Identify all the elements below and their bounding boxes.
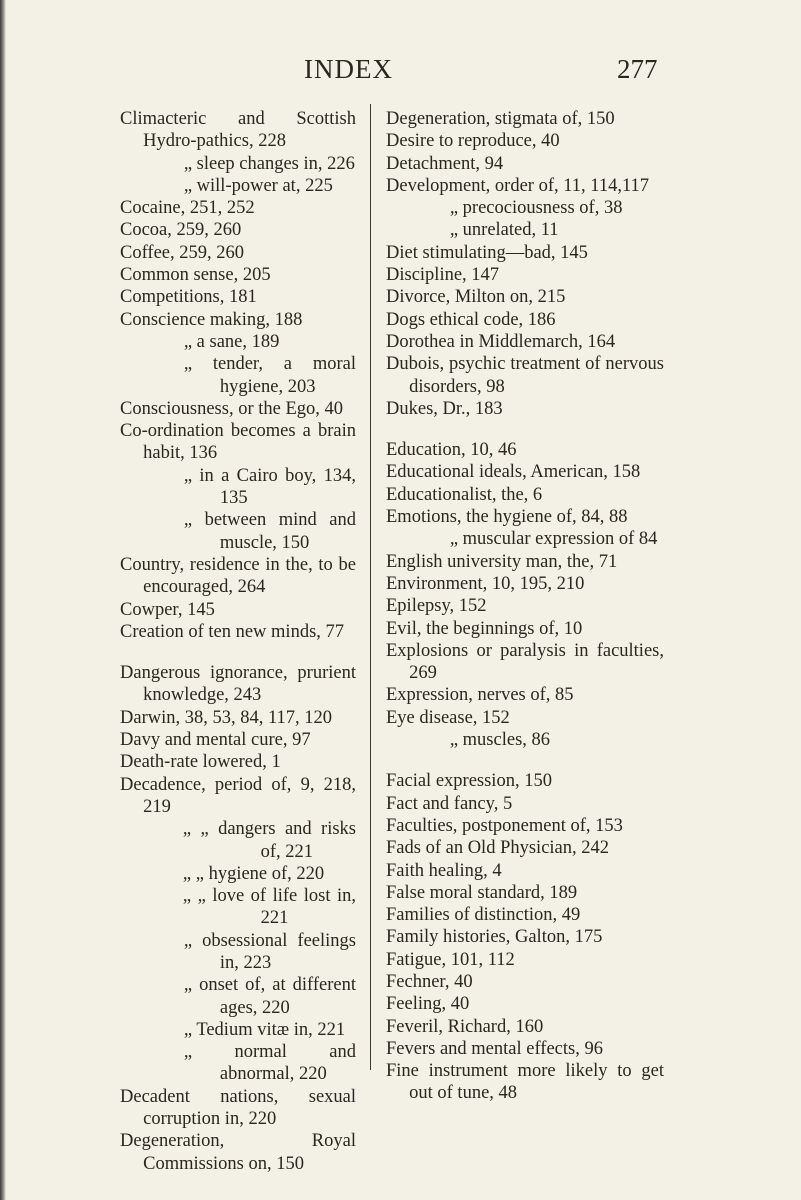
index-entry: Creation of ten new minds, 77 <box>120 621 345 642</box>
index-entry: Dangerous ignorance, prurient knowledge, 243 <box>120 663 356 706</box>
page-title: INDEX <box>304 54 393 84</box>
index-entry: Educational ideals, American, 158 <box>386 462 641 483</box>
index-entry: Dorothea in Middlemarch, 164 <box>386 331 616 352</box>
index-entry: Country, residence in the, to be encouraged, 264 <box>120 554 356 598</box>
index-entry: Coffee, 259, 260 <box>120 242 244 263</box>
index-entry: Dogs ethical code, 186 <box>386 309 556 330</box>
index-subentry: „ a sane, 189 <box>183 331 280 352</box>
index-entry: Cocaine, 251, 252 <box>120 198 255 219</box>
index-entry: Environment, 10, 195, 210 <box>386 573 585 594</box>
index-entry: Eye disease, 152 <box>386 707 510 728</box>
index-entry: Fevers and mental effects, 96 <box>386 1038 603 1059</box>
index-subentry: „ normal and abnormal, 220 <box>183 1042 356 1085</box>
index-subentry: „ „ dangers and risks of, 221 <box>182 819 356 862</box>
index-entry: Diet stimulating—bad, 145 <box>386 242 588 263</box>
index-subentry: „ onset of, at different ages, 220 <box>183 975 356 1018</box>
index-entry: Decadence, period of, 9, 218, 219 <box>120 774 356 817</box>
index-entry: Faith healing, 4 <box>386 860 502 881</box>
index-entry: Emotions, the hygiene of, 84, 88 <box>386 507 628 528</box>
index-entry: Fact and fancy, 5 <box>386 793 513 814</box>
index-entry: Death-rate lowered, 1 <box>120 752 281 773</box>
index-entry: Cowper, 145 <box>120 599 215 620</box>
index-entry: Climacteric and Scottish Hydro-pathics, 228 <box>120 109 356 152</box>
index-entry: Fechner, 40 <box>386 971 473 992</box>
index-subentry: „ precociousness of, 38 <box>449 198 623 219</box>
index-column-right <box>386 108 664 1105</box>
index-entry: Dubois, psychic treatment of nervous disorders, 98 <box>386 354 664 397</box>
page-number: 277 <box>617 54 658 84</box>
index-entry: Discipline, 147 <box>386 265 500 286</box>
index-entry: Fads of an Old Physician, 242 <box>386 838 610 859</box>
index-entry: Fatigue, 101, 112 <box>386 949 515 970</box>
index-entry: Competitions, 181 <box>120 287 257 308</box>
index-entry: Decadent nations, sexual corruption in, 220 <box>120 1086 356 1130</box>
index-subentry: „ „ hygiene of, 220 <box>182 863 325 884</box>
column-divider <box>370 104 371 1070</box>
index-entry: Families of distinction, 49 <box>386 905 581 926</box>
index-entry: Education, 10, 46 <box>386 440 517 461</box>
index-entry: Explosions or paralysis in faculties, 269 <box>386 640 664 684</box>
page-header <box>0 54 801 94</box>
index-subentry: „ in a Cairo boy, 134, 135 <box>183 465 356 509</box>
index-entry: English university man, the, 71 <box>386 551 618 572</box>
page-binding-edge <box>0 0 6 1200</box>
index-entry: Divorce, Milton on, 215 <box>386 287 566 308</box>
index-entry: Desire to reproduce, 40 <box>386 131 560 152</box>
index-entry: Facial expression, 150 <box>386 771 552 792</box>
index-entry: Epilepsy, 152 <box>386 596 487 617</box>
index-subentry: „ obsessional feelings in, 223 <box>183 930 356 973</box>
letter-section-gap <box>120 643 356 662</box>
index-subentry: „ „ love of life lost in, 221 <box>182 886 356 929</box>
index-entry: Conscience making, 188 <box>120 309 303 330</box>
index-entry: Degeneration, stigmata of, 150 <box>386 109 615 129</box>
index-entry: Educationalist, the, 6 <box>386 484 543 505</box>
index-subentry: „ tender, a moral hygiene, 203 <box>183 354 356 397</box>
index-entry: Davy and mental cure, 97 <box>120 730 311 751</box>
index-entry: Feveril, Richard, 160 <box>386 1016 544 1037</box>
index-column-left <box>120 108 356 1175</box>
index-subentry: „ sleep changes in, 226 <box>183 153 355 174</box>
index-entry: False moral standard, 189 <box>386 882 578 903</box>
letter-section-gap <box>386 420 664 439</box>
index-entry: Co-ordination becomes a brain habit, 136 <box>120 421 356 464</box>
index-entry: Evil, the beginnings of, 10 <box>386 618 583 639</box>
index-subentry: „ muscles, 86 <box>449 730 551 751</box>
index-entry: Darwin, 38, 53, 84, 117, 120 <box>120 707 333 728</box>
index-entry: Faculties, postponement of, 153 <box>386 815 623 836</box>
index-subentry: „ between mind and muscle, 150 <box>183 510 356 553</box>
index-entry: Expression, nerves of, 85 <box>386 685 574 706</box>
index-entry: Consciousness, or the Ego, 40 <box>120 398 344 419</box>
letter-section-gap <box>386 751 664 770</box>
index-entry: Fine instrument more likely to get out of tune, 48 <box>386 1061 664 1104</box>
index-subentry: „ unrelated, 11 <box>449 220 559 241</box>
index-entry: Family histories, Galton, 175 <box>386 927 603 948</box>
index-subentry: „ muscular expression of 84 <box>449 529 658 550</box>
index-subentry: „ will-power at, 225 <box>183 175 333 196</box>
index-subentry: „ Tedium vitæ in, 221 <box>183 1019 346 1040</box>
index-entry: Feeling, 40 <box>386 994 470 1015</box>
index-entry: Development, order of, 11, 114,117 <box>386 175 650 196</box>
index-entry: Dukes, Dr., 183 <box>386 398 503 419</box>
index-entry: Common sense, 205 <box>120 265 271 286</box>
index-entry: Cocoa, 259, 260 <box>120 220 242 241</box>
index-entry: Detachment, 94 <box>386 153 504 174</box>
index-entry: Degeneration, Royal Commissions on, 150 <box>120 1131 356 1174</box>
